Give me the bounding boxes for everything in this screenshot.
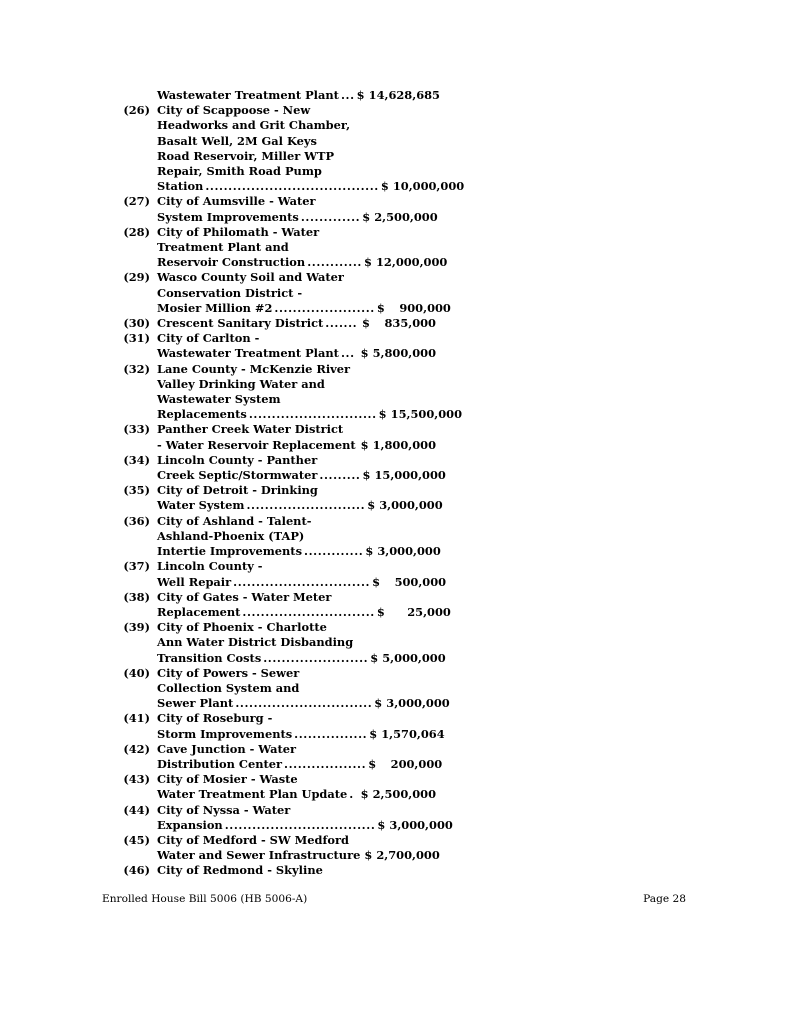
amount-value: 3,000,000: [386, 696, 450, 711]
line-label: - Water Reservoir Replacement: [157, 437, 356, 452]
line-label: Water System: [157, 498, 245, 513]
amount-line: [157, 498, 443, 513]
text-line: City of Medford - SW Medford: [157, 832, 349, 847]
line-label: Creek Septic/Stormwater: [157, 468, 318, 483]
text-line: Ann Water District Disbanding: [157, 635, 354, 650]
amount-value: 3,000,000: [377, 544, 441, 559]
dot-leader: ..........................: [246, 498, 366, 513]
dollar-sign: $: [376, 604, 385, 619]
amount-value: 15,000,000: [374, 468, 446, 483]
line-label: Distribution Center: [157, 756, 282, 771]
line-label: Crescent Sanitary District: [157, 316, 324, 331]
line-label: Mosier Million #2: [157, 300, 273, 315]
line-label: Replacements: [157, 407, 247, 422]
item-description: [157, 452, 446, 483]
amount-value: 14,628,685: [368, 88, 440, 102]
text-line: Treatment Plant and: [157, 240, 289, 255]
text-line: Road Reservoir, Miller WTP: [157, 148, 335, 163]
text-line: City of Phoenix - Charlotte: [157, 620, 327, 635]
text-line: Repair, Smith Road Pump: [157, 164, 322, 179]
list-item: [120, 711, 445, 741]
amount-line: [157, 316, 436, 331]
item-description: [157, 711, 445, 741]
item-description: [157, 194, 436, 224]
list-item: [120, 832, 440, 863]
text-line: Panther Creek Water District: [157, 422, 344, 437]
item-number: (41): [123, 711, 150, 726]
dollar-sign: $: [364, 848, 373, 863]
amount-line: [157, 848, 440, 863]
list-item: [120, 665, 450, 712]
item-description: [157, 620, 446, 666]
amount-line: [157, 696, 450, 711]
amount-line: [157, 346, 436, 361]
dollar-sign: $: [360, 437, 369, 452]
amount-line: [157, 179, 465, 194]
item-description: [157, 422, 436, 452]
text-line: Ashland-Phoenix (TAP): [157, 528, 305, 543]
text-line: City of Detroit - Drinking: [157, 483, 318, 498]
dot-leader: .............................: [242, 604, 375, 619]
amount-line: [157, 438, 436, 453]
item-number: (30): [123, 316, 150, 331]
item-description: [157, 513, 441, 560]
dollar-sign: $: [377, 817, 386, 832]
text-line: Wastewater System: [157, 392, 281, 407]
amount-value: 200,000: [390, 756, 443, 771]
dollar-sign: $: [365, 544, 374, 559]
amount-value: 900,000: [399, 300, 451, 315]
text-line: City of Nyssa - Water: [157, 802, 291, 817]
item-number: (40): [123, 665, 150, 680]
text-line: Headworks and Grit Chamber,: [157, 118, 351, 133]
dollar-sign: $: [356, 88, 365, 102]
amount-line: [157, 255, 448, 270]
item-description: [157, 270, 451, 316]
amount-value: 2,500,000: [372, 787, 436, 802]
list-item: [120, 589, 451, 620]
amount-value: 10,000,000: [392, 179, 465, 194]
amount-line: [157, 787, 436, 802]
list-item: [120, 772, 436, 802]
text-line: Collection System and: [157, 680, 300, 695]
page-number: Page 28: [643, 893, 686, 905]
dollar-sign: $: [378, 407, 387, 422]
text-line: City of Aumsville - Water: [157, 194, 316, 209]
line-label: Wastewater Treatment Plant: [157, 88, 339, 102]
dot-leader: ......................: [274, 300, 375, 315]
dollar-sign: $: [362, 316, 370, 331]
item-number: (33): [123, 422, 150, 437]
item-description: [157, 559, 447, 589]
list-item: [120, 224, 448, 271]
item-description: [157, 103, 465, 194]
item-description: [157, 863, 436, 878]
dot-leader: ..................: [284, 756, 367, 771]
item-number: (31): [123, 331, 150, 346]
amount-line: [157, 726, 445, 742]
line-label: Water Treatment Plan Update: [157, 787, 348, 802]
item-description: [157, 741, 443, 772]
list-item: [120, 559, 447, 589]
list-item: [120, 361, 463, 423]
amount-value: 5,800,000: [372, 346, 436, 361]
list-item: [120, 270, 451, 316]
dot-leader: ............: [307, 255, 362, 270]
list-item: [120, 422, 436, 452]
amount-value: 3,000,000: [379, 498, 443, 513]
line-label: Transition Costs: [157, 650, 262, 665]
text-line: Cave Junction - Water: [157, 741, 296, 756]
amount-value: 3,000,000: [389, 817, 453, 832]
amount-line: [157, 756, 443, 772]
list-item: [120, 194, 436, 224]
item-number: (46): [123, 863, 150, 878]
list-item: [120, 88, 440, 103]
line-label: Station: [157, 179, 204, 194]
dot-leader: .............: [304, 544, 364, 559]
bill-title: Enrolled House Bill 5006 (HB 5006-A): [102, 893, 308, 905]
list-item: [120, 863, 436, 878]
text-line: City of Philomath - Water: [157, 224, 320, 239]
item-description: [157, 331, 436, 361]
text-line: City of Roseburg -: [157, 711, 273, 726]
item-number: (39): [123, 620, 150, 635]
amount-line: [157, 210, 436, 225]
item-number: (36): [123, 513, 150, 528]
list-item: [120, 103, 465, 194]
list-item: [120, 316, 436, 331]
line-label: Reservoir Construction: [157, 255, 306, 270]
amount-line: [157, 407, 463, 422]
item-description: [157, 802, 453, 833]
line-label: Water and Sewer Infrastructure: [157, 848, 361, 863]
list-item: [120, 452, 446, 483]
dollar-sign: $: [362, 468, 371, 483]
amount-value: 12,000,000: [376, 255, 448, 270]
amount-value: 15,500,000: [390, 407, 463, 422]
dollar-sign: $: [360, 787, 369, 802]
list-item: [120, 483, 443, 513]
dot-leader: .......: [325, 316, 358, 331]
dollar-sign: $: [364, 255, 372, 270]
dollar-sign: $: [360, 346, 369, 361]
amount-value: 2,500,000: [374, 209, 438, 224]
list-item: [120, 802, 453, 833]
amount-value: 1,800,000: [372, 437, 436, 452]
dollar-sign: $: [370, 650, 379, 665]
item-number: (35): [123, 483, 150, 498]
dot-leader: ..............................: [233, 574, 371, 589]
text-line: City of Powers - Sewer: [157, 665, 300, 680]
text-line: Basalt Well, 2M Gal Keys: [157, 133, 317, 148]
text-line: Wasco County Soil and Water: [157, 270, 344, 285]
line-label: Expansion: [157, 817, 223, 832]
item-description: [157, 316, 436, 331]
amount-value: 500,000: [394, 574, 447, 589]
list-item: [120, 741, 443, 772]
item-number: (28): [123, 224, 150, 239]
dot-leader: .................................: [224, 817, 376, 832]
text-line: City of Ashland - Talent-: [157, 513, 312, 528]
amount-value: 25,000: [407, 604, 451, 619]
item-number: (43): [123, 772, 150, 787]
dot-leader: ..............................: [235, 696, 373, 711]
text-line: City of Carlton -: [157, 331, 260, 346]
amount-value: 5,000,000: [382, 650, 446, 665]
amount-value: 2,700,000: [376, 848, 440, 863]
line-label: System Improvements: [157, 209, 299, 224]
dollar-sign: $: [369, 726, 378, 741]
text-line: City of Gates - Water Meter: [157, 589, 332, 604]
amount-line: [157, 604, 451, 620]
item-number: (34): [123, 452, 150, 467]
dot-leader: ......................................: [205, 179, 379, 194]
dollar-sign: $: [368, 756, 377, 771]
amount-line: [157, 300, 451, 316]
item-number: (44): [123, 802, 150, 817]
item-description: [157, 361, 463, 423]
item-number: (45): [123, 832, 150, 847]
item-number: (37): [123, 559, 150, 574]
item-number: (42): [123, 741, 150, 756]
amount-value: 1,570,064: [381, 726, 445, 741]
appropriations-list: [120, 88, 465, 879]
dot-leader: .........: [319, 468, 361, 483]
amount-line: [157, 650, 446, 666]
dollar-sign: $: [367, 498, 376, 513]
dot-leader: .: [349, 787, 354, 802]
item-description: [157, 483, 443, 513]
dollar-sign: $: [380, 179, 389, 194]
dot-leader: ............................: [248, 407, 377, 422]
item-description: [157, 224, 448, 271]
list-item: [120, 331, 436, 361]
item-number: (29): [123, 270, 150, 285]
line-label: Well Repair: [157, 574, 232, 589]
item-description: [157, 832, 440, 863]
amount-value: 835,000: [384, 316, 436, 331]
text-line: Lane County - McKenzie River: [157, 361, 351, 376]
dot-leader: .............: [300, 209, 361, 224]
text-line: Lincoln County - Panther: [157, 452, 318, 467]
amount-line: [157, 574, 447, 590]
dollar-sign: $: [362, 209, 371, 224]
line-label: Wastewater Treatment Plant: [157, 346, 339, 361]
dot-leader: ...: [340, 346, 355, 361]
amount-line: [157, 88, 440, 103]
item-number: (26): [123, 103, 150, 118]
line-label: Sewer Plant: [157, 696, 234, 711]
dollar-sign: $: [374, 696, 383, 711]
item-description: [157, 589, 451, 620]
text-line: City of Mosier - Waste: [157, 772, 298, 787]
line-label: Storm Improvements: [157, 726, 293, 741]
dot-leader: .......................: [263, 650, 369, 665]
dollar-sign: $: [372, 574, 381, 589]
text-line: City of Scappoose - New: [157, 103, 311, 118]
dot-leader: ................: [294, 726, 368, 741]
dollar-sign: $: [376, 300, 385, 315]
item-description: [157, 665, 450, 712]
item-description: [157, 772, 436, 802]
text-line: Lincoln County -: [157, 559, 263, 574]
dot-leader: ...: [340, 88, 355, 102]
amount-line: [157, 468, 446, 483]
text-line: Conservation District -: [157, 285, 303, 300]
item-number: (38): [123, 589, 150, 604]
item-number: (32): [123, 361, 150, 376]
text-line: City of Redmond - Skyline: [157, 863, 323, 878]
line-label: Replacement: [157, 604, 241, 619]
amount-line: [157, 817, 453, 833]
list-item: [120, 620, 446, 666]
text-line: Valley Drinking Water and: [157, 376, 325, 391]
amount-line: [157, 544, 441, 559]
list-item: [120, 513, 441, 560]
line-label: Intertie Improvements: [157, 544, 302, 559]
item-description: [157, 88, 440, 103]
item-number: (27): [123, 194, 150, 209]
item-number: [120, 88, 157, 103]
